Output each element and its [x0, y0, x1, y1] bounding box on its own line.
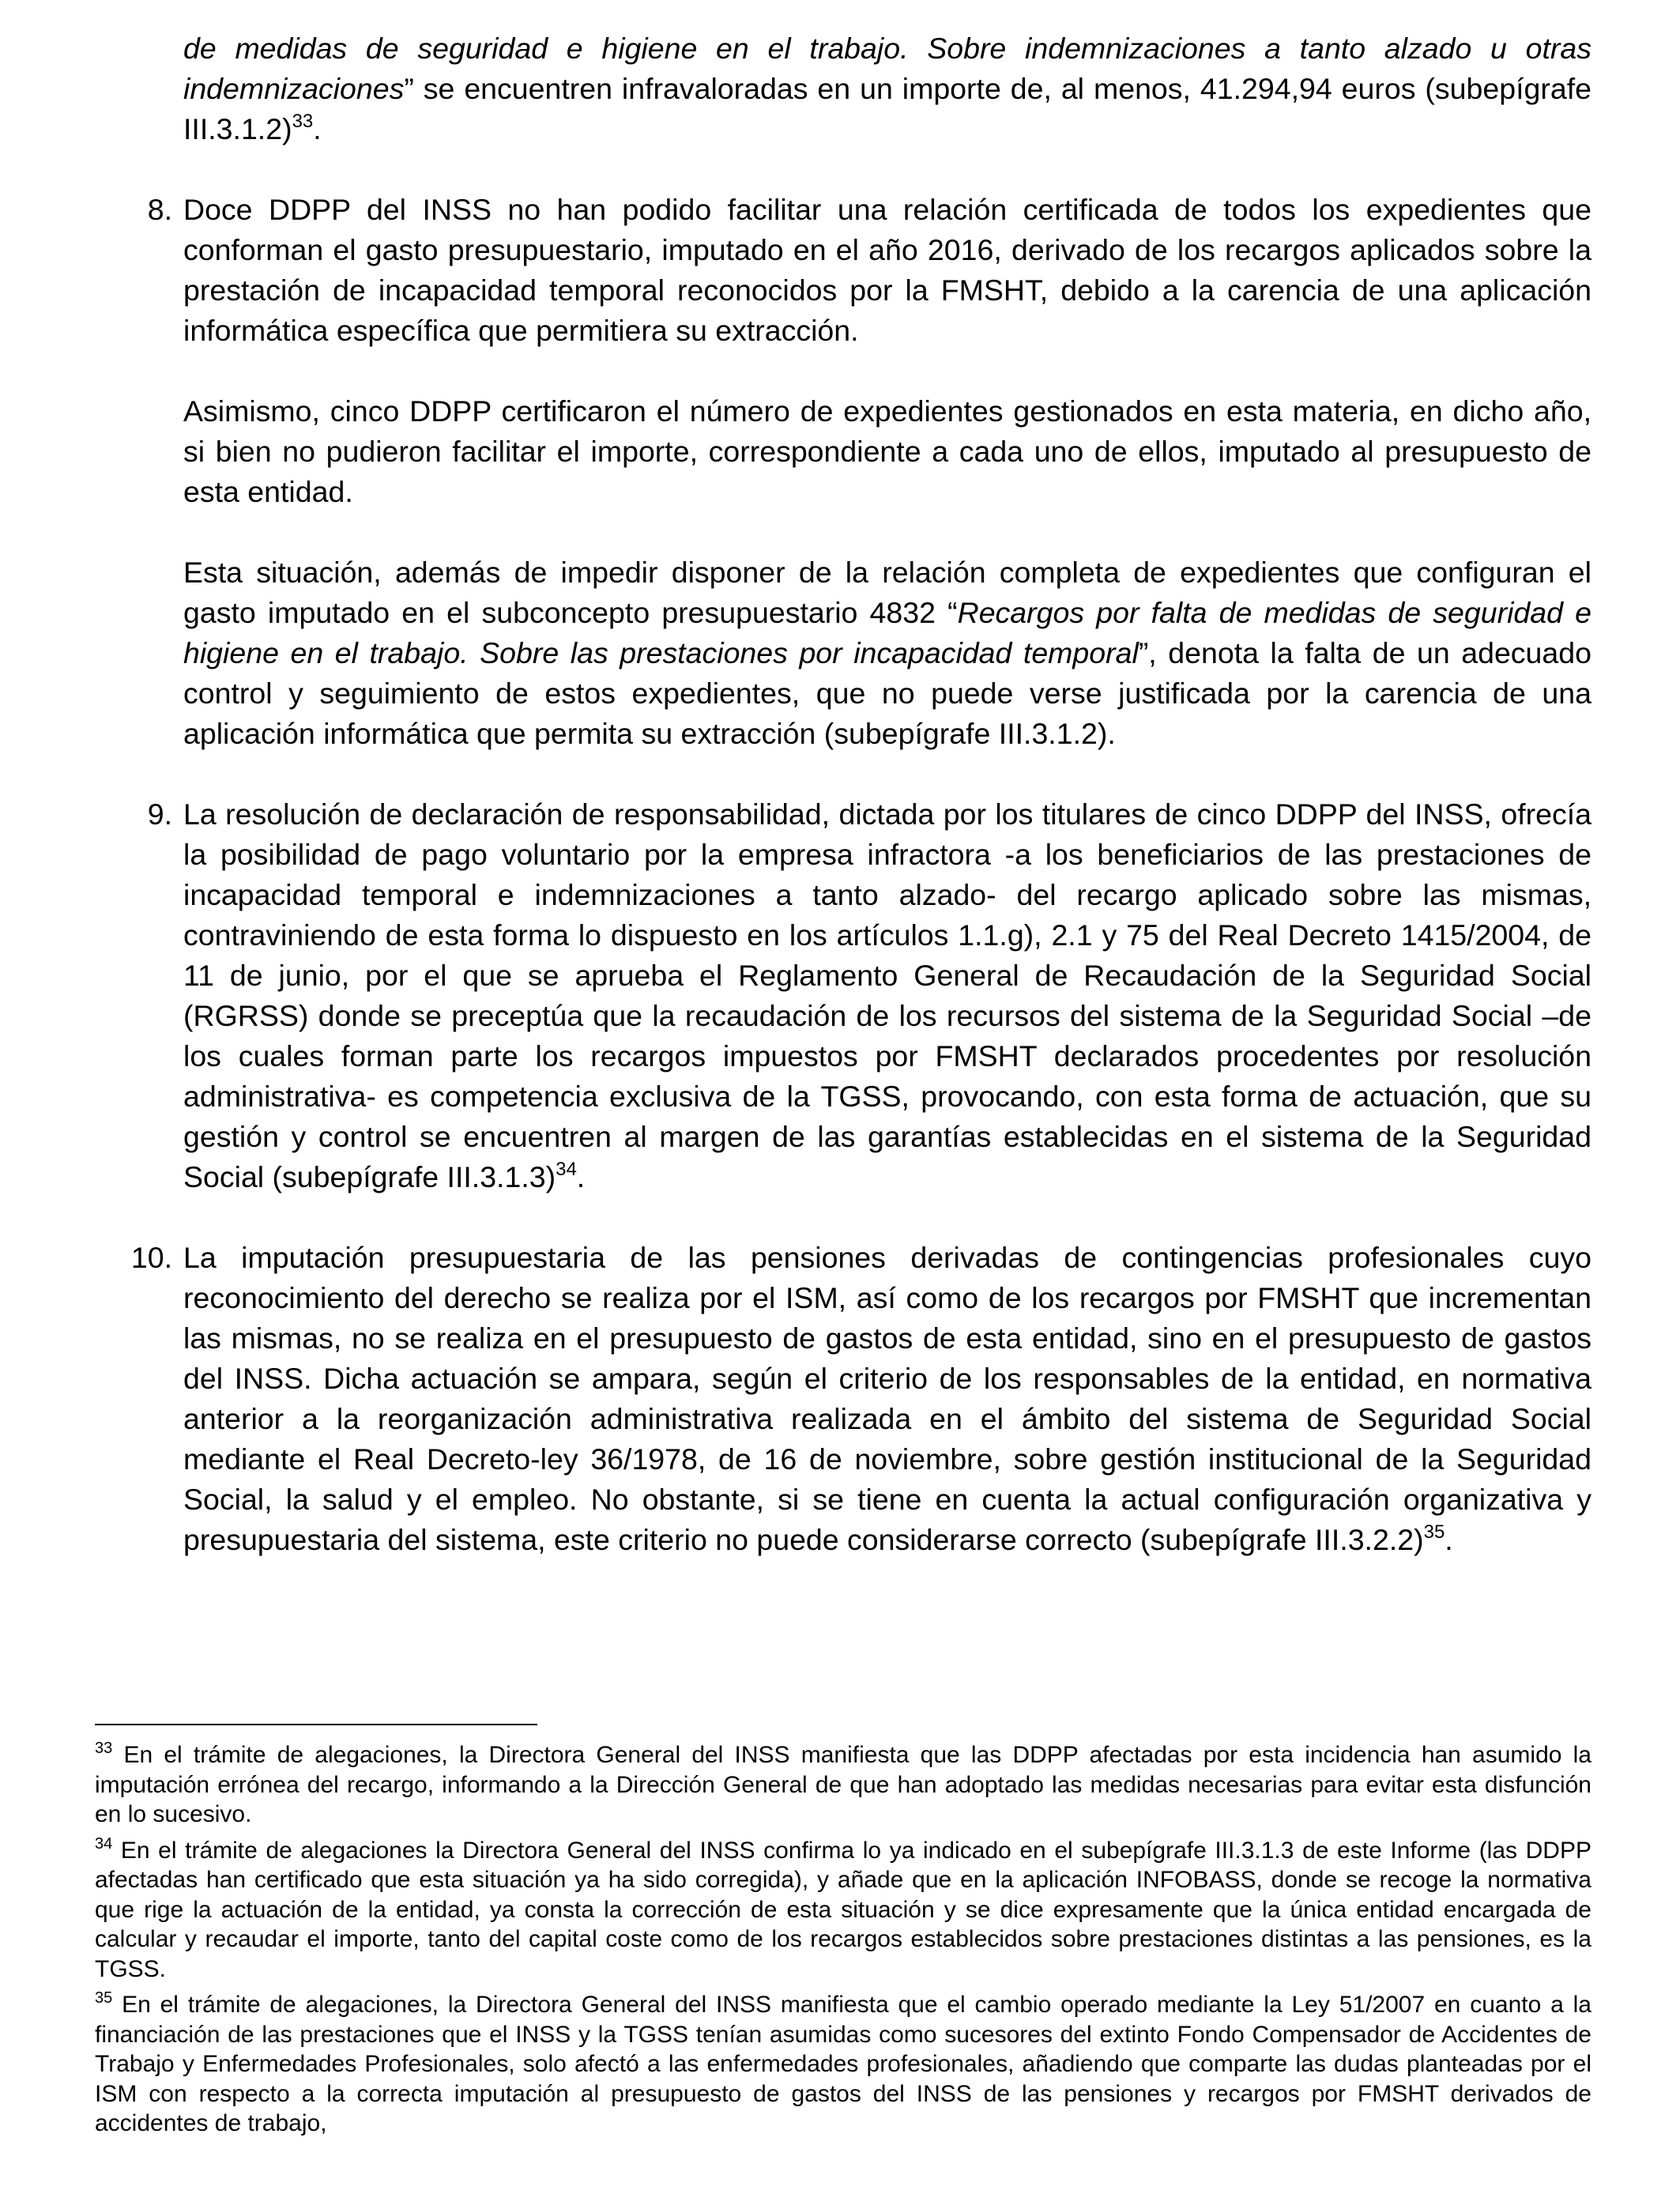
- footnote-mark: 34: [95, 1834, 113, 1853]
- footnote-mark: 35: [95, 1989, 113, 2007]
- footnote-mark: 33: [95, 1740, 113, 1757]
- main-text: [130, 28, 1591, 1560]
- paragraph-text: Asimismo, cinco DDPP certificaron el número de expedientes gestionados en esta materia, en dicho año, si bien no pudieron facilitar el importe, correspondiente a cada uno de ellos, imputado al presupuesto de esta entidad.: [183, 394, 1591, 508]
- paragraph-text: La resolución de declaración de responsabilidad, dictada por los titulares de cinco DDPP del INSS, ofrecía la posibilidad de pago voluntario por la empresa infractora -a los beneficiarios de las prestaciones de incapacidad temporal e indemnizaciones a tanto alzado- del recargo aplicado sobre las mismas, contraviniendo de esta forma lo dispuesto en los artículos 1.1.g), 2.1 y 75 del Real Decreto 1415/2004, de 11 de junio, por el que se aprueba el Reglamento General de Recaudación de la Seguridad Social (RGRSS) donde se preceptúa que la recaudación de los recursos del sistema de la Seguridad Social –de los cuales forman parte los recargos impuestos por FMSHT declarados procedentes por resolución administrativa- es competencia exclusiva de la TGSS, provocando, con esta forma de actuación, que su gestión y control se encuentren al margen de las garantías establecidas en el sistema de la Seguridad Social (subepígrafe III.3.1.3): [183, 797, 1591, 1193]
- list-item-10: 10. La imputación presupuestaria de las pensiones derivadas de contingencias profesionales cuyo reconocimiento del derecho se realiza por el ISM, así como de los recargos por FMSHT que incrementan las mismas, no se realiza en el presupuesto de gastos de esta entidad, sino en el presupuesto de gastos del INSS. Dicha actuación se ampara, según el criterio de los responsables de la entidad, en normativa anterior a la reorganización administrativa realizada en el ámbito del sistema de Seguridad Social mediante el Real Decreto-ley 36/1978, de 16 de noviembre, sobre gestión institucional de la Seguridad Social, la salud y el empleo. No obstante, si se tiene en cuenta la actual configuración organizativa y presupuestaria del sistema, este criterio no puede considerarse correcto (subepígrafe III.3.2.2)$^{35}$.: [183, 1238, 1591, 1560]
- paragraph-text: La imputación presupuestaria de las pensiones derivadas de contingencias profesionales cuyo reconocimiento del derecho se realiza por el ISM, así como de los recargos por FMSHT que incrementan las mismas, no se realiza en el presupuesto de gastos de esta entidad, sino en el presupuesto de gastos del INSS. Dicha actuación se ampara, según el criterio de los responsables de la entidad, en normativa anterior a la reorganización administrativa realizada en el ámbito del sistema de Seguridad Social mediante el Real Decreto-ley 36/1978, de 16 de noviembre, sobre gestión institucional de la Seguridad Social, la salud y el empleo. No obstante, si se tiene en cuenta la actual configuración organizativa y presupuestaria del sistema, este criterio no puede considerarse correcto (subepígrafe III.3.2.2): [183, 1241, 1591, 1556]
- footnote-text: En el trámite de alegaciones, la Directora General del INSS manifiesta que el cambio operado mediante la Ley 51/2007 en cuanto a la financiación de las prestaciones que el INSS y la TGSS tenían asumidas como sucesores del extinto Fondo Compensador de Accidentes de Trabajo y Enfermedades Profesionales, solo afectó a las enfermedades profesionales, añadiendo que comparte las dudas planteadas por el ISM con respecto a la correcta imputación al presupuesto de gastos del INSS de las pensiones y recargos por FMSHT derivados de accidentes de trabajo,: [95, 1992, 1591, 2136]
- paragraph-text: ”, denota la falta de un adecuado control y seguimiento de estos expedientes, que no puede verse justificada por la carencia de una aplicación informática que permita su extracción (subepígrafe III.3.1.2).: [183, 636, 1591, 750]
- footnote-34: [95, 1836, 1591, 1985]
- paragraph-text: ” se encuentren infravaloradas en un importe de, al menos, 41.294,94 euros (subepígrafe III.3.1.2): [183, 72, 1591, 145]
- continued-paragraph: de medidas de seguridad e higiene en el trabajo. Sobre indemnizaciones a tanto alzado u otras indemnizaciones” se encuentren infravaloradas en un importe de, al menos, 41.294,94 euros (subepígrafe III.3.1.2)$^{33}$.: [183, 32, 1591, 145]
- list-item-8-paragraph-3: [183, 552, 1591, 754]
- list-number: 9.: [147, 797, 172, 831]
- paragraph-text: Doce DDPP del INSS no han podido facilitar una relación certificada de todos los expedientes que conforman el gasto presupuestario, imputado en el año 2016, derivado de los recargos aplicados sobre la prestación de incapacidad temporal reconocidos por la FMSHT, debido a la carencia de una aplicación informática específica que permitiera su extracción.: [183, 193, 1591, 347]
- footnote-text: En el trámite de alegaciones, la Directora General del INSS manifiesta que las DDPP afectadas por esta incidencia han asumido la imputación errónea del recargo, informando a la Dirección General de que han adoptado las medidas necesarias para evitar esta disfunción en lo sucesivo.: [95, 1742, 1591, 1827]
- list-item-8-paragraph-2: [183, 391, 1591, 512]
- list-item-8: [147, 190, 1591, 351]
- list-item-9: 9. La resolución de declaración de responsabilidad, dictada por los titulares de cinco DDPP del INSS, ofrecía la posibilidad de pago voluntario por la empresa infractora -a los beneficiarios de las prestaciones de incapacidad temporal e indemnizaciones a tanto alzado- del recargo aplicado sobre las mismas, contraviniendo de esta forma lo dispuesto en los artículos 1.1.g), 2.1 y 75 del Real Decreto 1415/2004, de 11 de junio, por el que se aprueba el Reglamento General de Recaudación de la Seguridad Social (RGRSS) donde se preceptúa que la recaudación de los recursos del sistema de la Seguridad Social –de los cuales forman parte los recargos impuestos por FMSHT declarados procedentes por resolución administrativa- es competencia exclusiva de la TGSS, provocando, con esta forma de actuación, que su gestión y control se encuentren al margen de las garantías establecidas en el sistema de la Seguridad Social (subepígrafe III.3.1.3)$^{34}$.: [183, 794, 1591, 1197]
- paragraph-text: Esta situación, además de impedir disponer de la relación completa de expedientes que configuran el gasto imputado en el subconcepto presupuestario 4832 “: [183, 556, 1591, 629]
- footnote-ref-35[interactable]: 35: [1423, 1521, 1445, 1543]
- footnote-35: [95, 1990, 1591, 2139]
- footnotes: [95, 1740, 1591, 2145]
- footnote-33: [95, 1740, 1591, 1830]
- italic-quote: Recargos por falta de medidas de seguridad e higiene en el trabajo. Sobre las prestaciones por incapacidad temporal: [183, 596, 1591, 669]
- italic-quote: de medidas de seguridad e higiene en el trabajo. Sobre indemnizaciones a tanto alzado u otras indemnizaciones: [183, 32, 1591, 105]
- footnote-ref-33[interactable]: 33: [292, 111, 314, 132]
- list-number: 10.: [130, 1241, 172, 1274]
- footnote-separator: [95, 1724, 537, 1725]
- footnote-ref-34[interactable]: 34: [556, 1159, 577, 1180]
- footnote-text: En el trámite de alegaciones la Directora General del INSS confirma lo ya indicado en el subepígrafe III.3.1.3 de este Informe (las DDPP afectadas han certificado que esta situación ya ha sido corregida), y añade que en la aplicación INFOBASS, donde se recoge la normativa que rige la actuación de la entidad, ya consta la corrección de esta situación y se dice expresamente que la única entidad encargada de calcular y recaudar el importe, tanto del capital coste como de los recargos establecidos sobre prestaciones distintas a las pensiones, es la TGSS.: [95, 1837, 1591, 1982]
- list-number: 8.: [147, 193, 172, 226]
